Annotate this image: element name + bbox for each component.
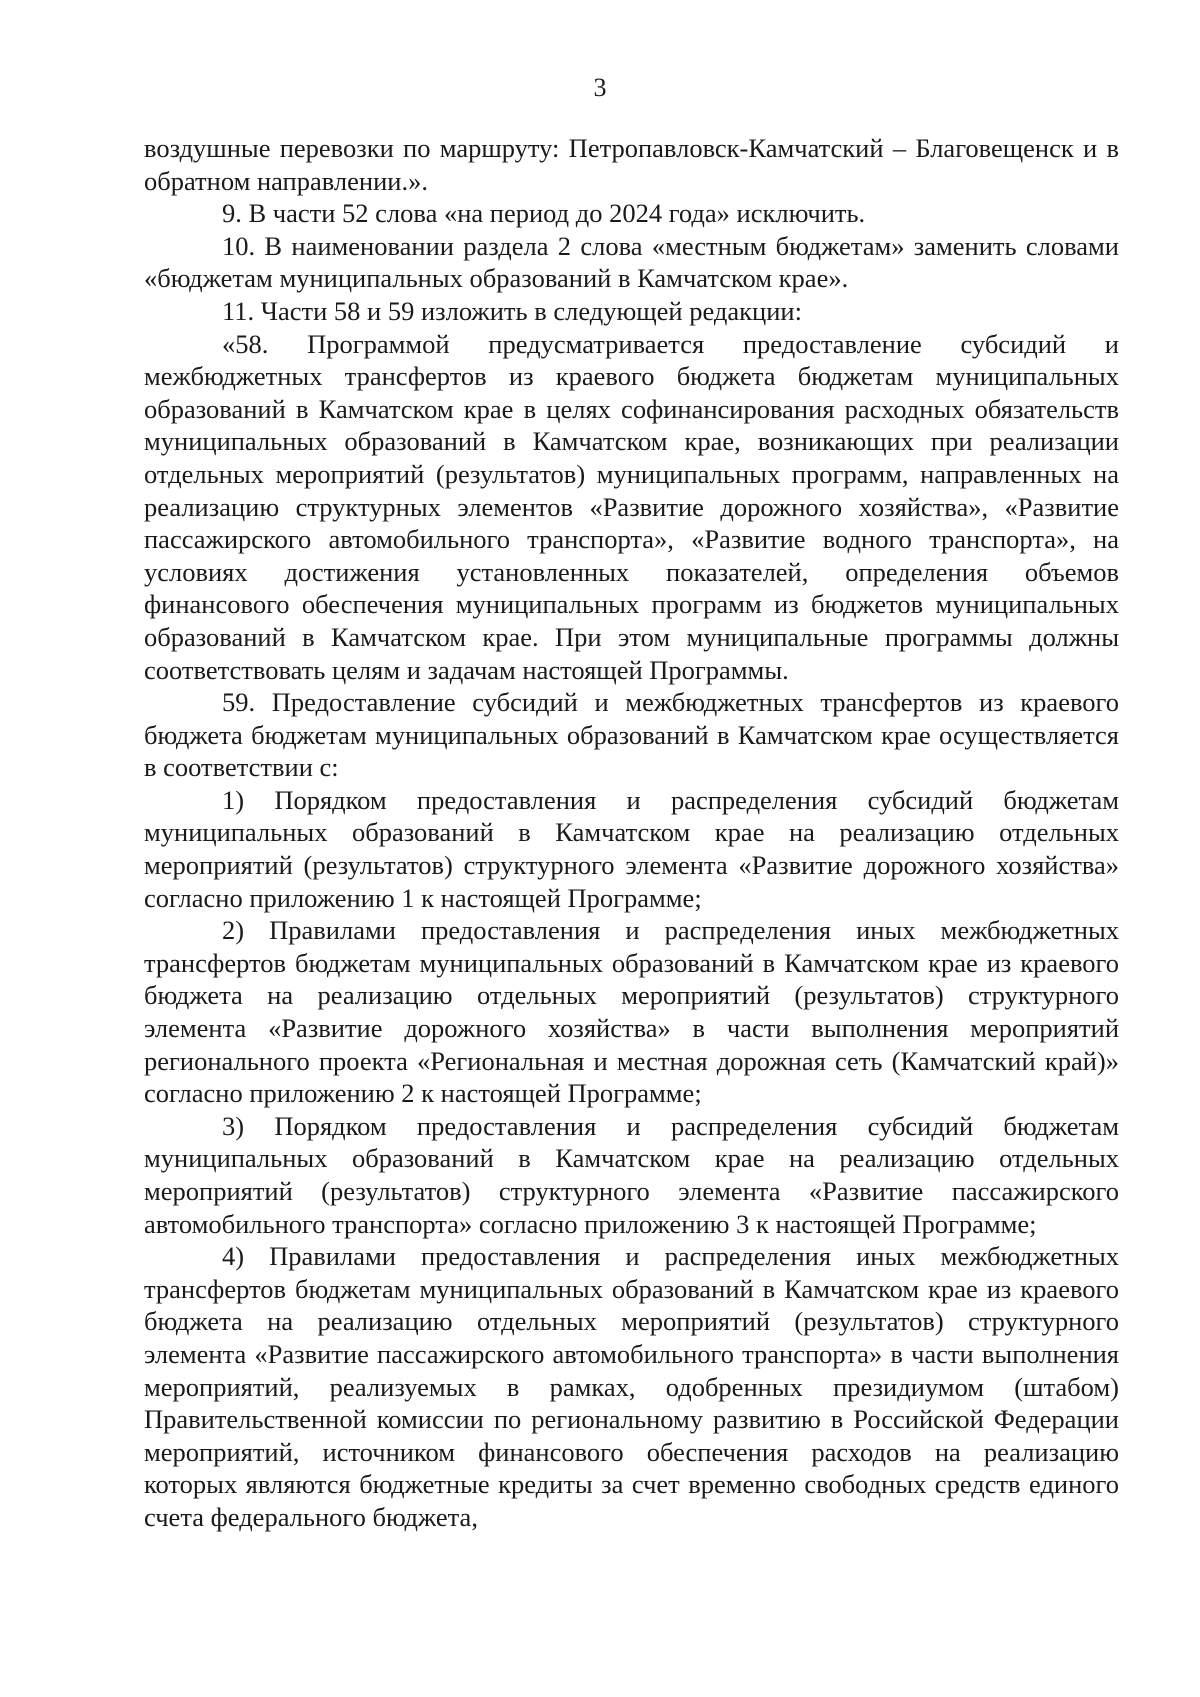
paragraph-item-10: 10. В наименовании раздела 2 слова «местным бюджетам» заменить словами «бюджетам муниципальных образований в Камчатском крае». — [144, 230, 1119, 294]
paragraph-subitem-2: 2) Правилами предоставления и распределения иных межбюджетных трансфертов бюджетам муниципальных образований в Камчатском крае из краевого бюджета на реализацию отдельных мероприятий (результатов) структурного элемента «Развитие дорожного хозяйства» в части выполнения мероприятий регионального проекта «Региональная и местная дорожная сеть (Камчатский край)» согласно приложению 2 к настоящей Программе; — [144, 915, 1119, 1109]
paragraph-item-9: 9. В части 52 слова «на период до 2024 года» исключить. — [222, 198, 866, 229]
paragraph-continuation: воздушные перевозки по маршруту: Петропавловск-Камчатский – Благовещенск и в обратном направлении.». — [144, 133, 1119, 196]
paragraph-part-58: «58. Программой предусматривается предоставление субсидий и межбюджетных трансфертов из краевого бюджета бюджетам муниципальных образований в Камчатском крае в целях софинансирования расходных обязательств муниципальных образований в Камчатском крае, возникающих при реализации отдельных мероприятий (результатов) муниципальных программ, направленных на реализацию структурных элементов «Развитие дорожного хозяйства», «Развитие пассажирского автомобильного транспорта», «Развитие водного транспорта», на условиях достижения установленных показателей, определения объемов финансового обеспечения муниципальных программ из бюджетов муниципальных образований в Камчатском крае. При этом муниципальные программы должны соответствовать целям и задачам настоящей Программы. — [144, 328, 1119, 685]
paragraph-subitem-3: 3) Порядком предоставления и распределения субсидий бюджетам муниципальных образований в Камчатском крае на реализацию отдельных мероприятий (результатов) структурного элемента «Развитие пассажирского автомобильного транспорта» согласно приложению 3 к настоящей Программе; — [144, 1110, 1119, 1239]
paragraph-part-59: 59. Предоставление субсидий и межбюджетных трансфертов из краевого бюджета бюджетам муниципальных образований в Камчатском крае осуществляется в соответствии с: — [144, 687, 1119, 783]
page-number: 3 — [593, 73, 607, 102]
paragraph-item-11: 11. Части 58 и 59 изложить в следующей редакции: — [222, 295, 802, 326]
paragraph-subitem-4: 4) Правилами предоставления и распределения иных межбюджетных трансфертов бюджетам муниципальных образований в Камчатском крае из краевого бюджета на реализацию отдельных мероприятий (результатов) структурного элемента «Развитие пассажирского автомобильного транспорта» в части выполнения мероприятий, реализуемых в рамках, одобренных президиумом (штабом) Правительственной комиссии по региональному развитию в Российской Федерации мероприятий, источником финансового обеспечения расходов на реализацию которых являются бюджетные кредиты за счет временно свободных средств единого счета федерального бюджета, — [144, 1241, 1119, 1532]
paragraph-subitem-1: 1) Порядком предоставления и распределения субсидий бюджетам муниципальных образований в Камчатском крае на реализацию отдельных мероприятий (результатов) структурного элемента «Развитие дорожного хозяйства» согласно приложению 1 к настоящей Программе; — [144, 784, 1119, 913]
document-body — [144, 132, 1119, 1534]
